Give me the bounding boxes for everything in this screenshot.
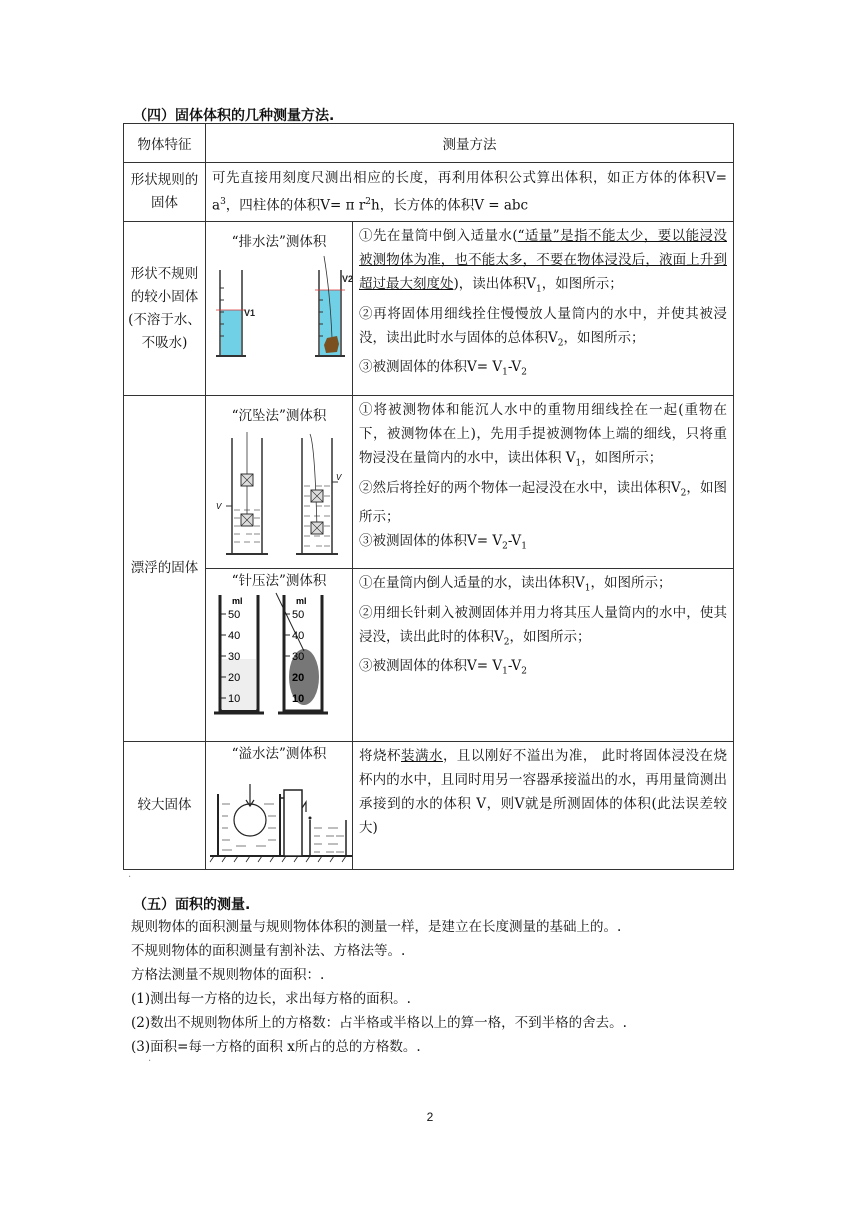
dot-mark: ·	[148, 1056, 152, 1067]
feature-floating: 漂浮的固体	[124, 396, 206, 742]
caption-displacement: “排水法”测体积	[231, 234, 327, 250]
figure-overflow	[206, 742, 353, 870]
svg-text:50: 50	[292, 609, 305, 621]
section4-title: （四）固体体积的几种测量方法.	[133, 108, 335, 124]
method-needle: ①在量筒内倒人适量的水，读出体积$V_1$，如图所示； ②用细长针刺入被测固体并用力将其压人量筒内的水中，使其浸没，读出此时的体积$V_2$，如图所示； ③被测固体的体积$V= V_1-V_2$	[353, 569, 734, 742]
svg-text:40: 40	[292, 630, 305, 642]
svg-text:10: 10	[292, 693, 305, 705]
header-feature: 物体特征	[124, 124, 206, 163]
header-method: 测量方法	[206, 124, 734, 163]
svg-text:ml: ml	[296, 596, 307, 606]
svg-text:V1: V1	[244, 308, 256, 318]
text-line: 方格法测量不规则物体的面积：.	[131, 967, 325, 983]
section5-title: （五）面积的测量.	[133, 897, 251, 913]
figure-displacement	[206, 222, 353, 396]
caption-needle: “针压法”测体积	[231, 573, 327, 589]
svg-text:20: 20	[228, 672, 241, 684]
svg-text:20: 20	[292, 672, 305, 684]
method-sinker: ①将被测物体和能沉人水中的重物用细线拴在一起(重物在下，被测物体在上)，先用手提被测物体上端的细线，只将重物浸没在量筒内的水中，读出体积 $V_1$，如图所示； ②然后将拴好的两个物体一起浸没在水中，读出体积$V_2$，如图所示； ③被测固体的体积$V= V_2-V_1$	[353, 396, 734, 569]
figure-needle	[206, 569, 353, 742]
text-line: (2)数出不规则物体所上的方格数：占半格或半格以上的算一格，不到半格的舍去。.	[131, 1015, 627, 1031]
caption-overflow: “溢水法”测体积	[231, 746, 327, 762]
method-displacement: ①先在量筒中倒入适量水(“适量”是指不能太少，要以能浸没被测物体为准，也不能太多，不要在物体浸没后，液面上升到超过最大刻度处)，读出体积$V_1$，如图所示； ②再将固体用细线拴住慢慢放人量筒内的水中，并使其被浸没，读出此时水与固体的总体积$V_2$，如图所示； ③被测固体的体积$V= V_1-V_2$	[353, 222, 734, 396]
sinker-cylinders-figure	[206, 426, 353, 562]
svg-text:ml: ml	[232, 596, 243, 606]
needle-cylinders-figure	[206, 591, 353, 719]
text-line: (3)面积=每一方格的面积 x所占的总的方格数。.	[131, 1039, 421, 1055]
figure-sinker	[206, 396, 353, 569]
displacement-cylinders-figure	[206, 252, 353, 372]
svg-text:V: V	[216, 502, 222, 511]
svg-text:30: 30	[292, 651, 305, 663]
svg-text:40: 40	[228, 630, 241, 642]
method-overflow: 将烧杯装满水，且以刚好不溢出为准， 此时将固体浸没在烧杯内的水中，且同时用另一容器承接溢出的水，再用量筒测出承接到的水的体积 V，则V就是所测固体的体积(此法误差较大)	[353, 742, 734, 870]
feature-regular: 形状规则的固体	[124, 163, 206, 222]
text-line: 规则物体的面积测量与规则物体体积的测量一样，是建立在长度测量的基础上的。.	[131, 919, 622, 935]
svg-text:V2: V2	[342, 274, 353, 284]
text-line: 不规则物体的面积测量有割补法、方格法等。.	[131, 943, 406, 959]
measurement-table	[123, 123, 734, 870]
svg-text:10: 10	[228, 693, 241, 705]
overflow-can-figure	[206, 764, 353, 864]
page-number: 2	[426, 1110, 434, 1124]
dot-mark: ·	[128, 872, 132, 883]
svg-text:30: 30	[228, 651, 241, 663]
feature-irregular: 形状不规则的较小固体(不溶于水、不吸水)	[124, 222, 206, 396]
method-regular: 可先直接用刻度尺测出相应的长度，再利用体积公式算出体积，如正方体的体积$V= a^3$，四柱体的体积V= π $r^2h$，长方体的体积V = abc	[206, 163, 734, 222]
area-measurement-text	[131, 915, 627, 1059]
text-line: (1)测出每一方格的边长，求出每方格的面积。.	[131, 991, 411, 1007]
feature-large: 较大固体	[124, 742, 206, 870]
svg-text:V: V	[336, 473, 342, 482]
caption-sinker: “沉坠法”测体积	[231, 408, 327, 424]
svg-text:50: 50	[228, 609, 241, 621]
